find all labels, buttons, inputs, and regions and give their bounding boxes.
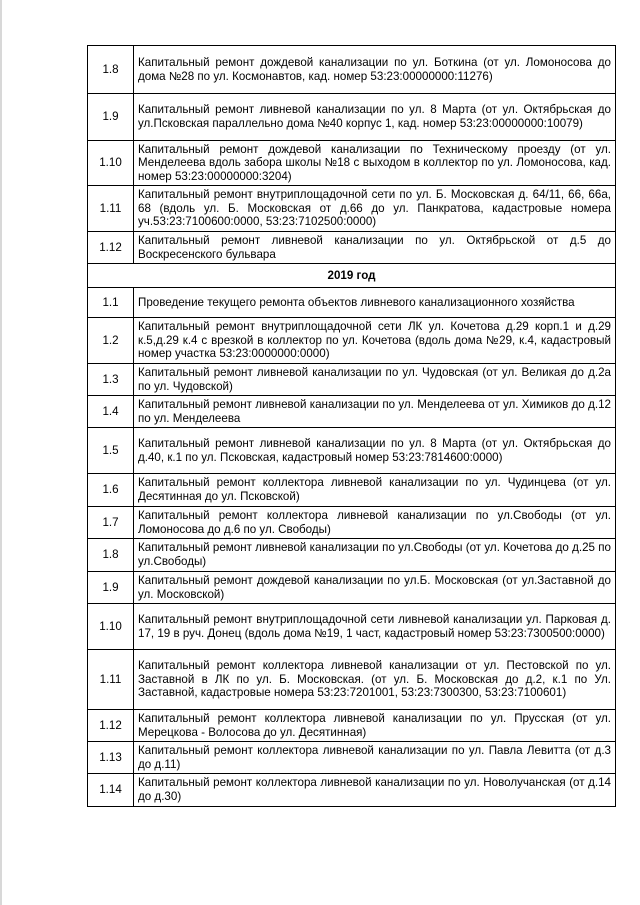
row-description: Капитальный ремонт коллектора ливневой канализации от ул. Пестовской по ул. Заставной в ЛК по ул. Б. Московская. (от ул. Б. Московская до д.2, к.1 по Ул. Заставной, кадастровые номера 53:23:7201001, 53:23:7300300, 53:23:7100601) [134, 650, 616, 710]
row-number: 1.2 [88, 318, 134, 364]
row-description: Капитальный ремонт внутриплощадочной сети ЛК ул. Кочетова д.29 корп.1 и д.29 к.5,д.29 к.4 с врезкой в коллектор по ул. Кочетова (вдоль дома №29, к.4, кадастровый номер участка 53:23:0000000:0000) [134, 318, 616, 364]
row-description: Капитальный ремонт коллектора ливневой канализации по ул. Павла Левитта (от д.3 до д.11) [134, 742, 616, 774]
row-number: 1.9 [88, 94, 134, 141]
row-description: Капитальный ремонт ливневой канализации по ул. 8 Марта (от ул. Октябрьская до д.40, к.1 по ул. Псковская, кадастровый номер 53:23:7814600:0000) [134, 428, 616, 474]
table-row [88, 364, 616, 396]
row-number: 1.13 [88, 742, 134, 774]
row-description: Капитальный ремонт коллектора ливневой канализации по ул.Свободы (от ул. Ломоносова до д.6 по ул. Свободы) [134, 507, 616, 539]
table-row [88, 428, 616, 474]
table-row [88, 507, 616, 539]
row-description: Капитальный ремонт ливневой канализации по ул. 8 Марта (от ул. Октябрьская до ул.Псковская параллельно дома №40 корпус 1, кад. номер 53:23:00000000:10079) [134, 94, 616, 141]
table-row [88, 474, 616, 507]
row-description: Капитальный ремонт дождевой канализации по ул. Боткина (от ул. Ломоносова до дома №28 по ул. Космонавтов, кад. номер 53:23:00000000:11276) [134, 46, 616, 94]
year-header: 2019 год [88, 264, 616, 288]
row-description: Капитальный ремонт дождевой канализации по Техническому проезду (от ул. Менделеева вдоль забора школы №18 с выходом в коллектор по ул. Ломоносова, кад. номер 53:23:00000000:3204) [134, 141, 616, 186]
table-row [88, 774, 616, 807]
row-description: Капитальный ремонт ливневой канализации по ул. Октябрьской от д.5 до Воскресенского бульвара [134, 232, 616, 264]
works-table [87, 45, 616, 807]
row-number: 1.12 [88, 710, 134, 742]
table-row [88, 94, 616, 141]
table-row [88, 572, 616, 604]
row-description: Капитальный ремонт коллектора ливневой канализации по ул. Прусская (от ул. Мерецкова - Волосова до ул. Десятинная) [134, 710, 616, 742]
table-row [88, 396, 616, 428]
row-number: 1.9 [88, 572, 134, 604]
row-number: 1.12 [88, 232, 134, 264]
table-row [88, 710, 616, 742]
row-number: 1.10 [88, 604, 134, 650]
row-description: Капитальный ремонт ливневой канализации по ул. Чудовская (от ул. Великая до д.2а по ул. Чудовской) [134, 364, 616, 396]
row-number: 1.4 [88, 396, 134, 428]
row-number: 1.3 [88, 364, 134, 396]
table-row [88, 742, 616, 774]
row-description: Капитальный ремонт дождевой канализации по ул.Б. Московская (от ул.Заставной до ул. Московской) [134, 572, 616, 604]
row-description: Капитальный ремонт коллектора ливневой канализации по ул. Чудинцева (от ул. Десятинная до ул. Псковской) [134, 474, 616, 507]
row-description: Капитальный ремонт ливневой канализации по ул.Свободы (от ул. Кочетова до д.25 по ул.Свободы) [134, 539, 616, 572]
page-edge-shadow [0, 0, 2, 905]
row-description: Проведение текущего ремонта объектов ливневого канализационного хозяйства [134, 288, 616, 318]
table-row [88, 141, 616, 186]
row-number: 1.8 [88, 539, 134, 572]
row-description: Капитальный ремонт ливневой канализации по ул. Менделеева от ул. Химиков до д.12 по ул. Менделеева [134, 396, 616, 428]
row-number: 1.5 [88, 428, 134, 474]
table-row [88, 232, 616, 264]
row-number: 1.7 [88, 507, 134, 539]
row-number: 1.1 [88, 288, 134, 318]
row-description: Капитальный ремонт коллектора ливневой канализации по ул. Новолучанская (от д.14 до д.30) [134, 774, 616, 807]
row-number: 1.11 [88, 650, 134, 710]
table-row [88, 539, 616, 572]
row-description: Капитальный ремонт внутриплощадочной сети ливневой канализации ул. Парковая д. 17, 19 в руч. Донец (вдоль дома №19, 1 част, кадастровый номер 53:23:7300500:0000) [134, 604, 616, 650]
table-row [88, 46, 616, 94]
row-number: 1.6 [88, 474, 134, 507]
row-number: 1.11 [88, 186, 134, 232]
table-row [88, 186, 616, 232]
row-description: Капитальный ремонт внутриплощадочной сети по ул. Б. Московская д. 64/11, 66, 66а, 68 (вдоль ул. Б. Московская от д.66 до ул. Панкратова, кадастровые номера уч.53:23:7100600:0000, 53:23:7102500:0000) [134, 186, 616, 232]
table-row [88, 288, 616, 318]
table-row [88, 318, 616, 364]
row-number: 1.14 [88, 774, 134, 807]
table-row [88, 650, 616, 710]
table-row [88, 604, 616, 650]
row-number: 1.8 [88, 46, 134, 94]
row-number: 1.10 [88, 141, 134, 186]
year-header-row [88, 264, 616, 288]
